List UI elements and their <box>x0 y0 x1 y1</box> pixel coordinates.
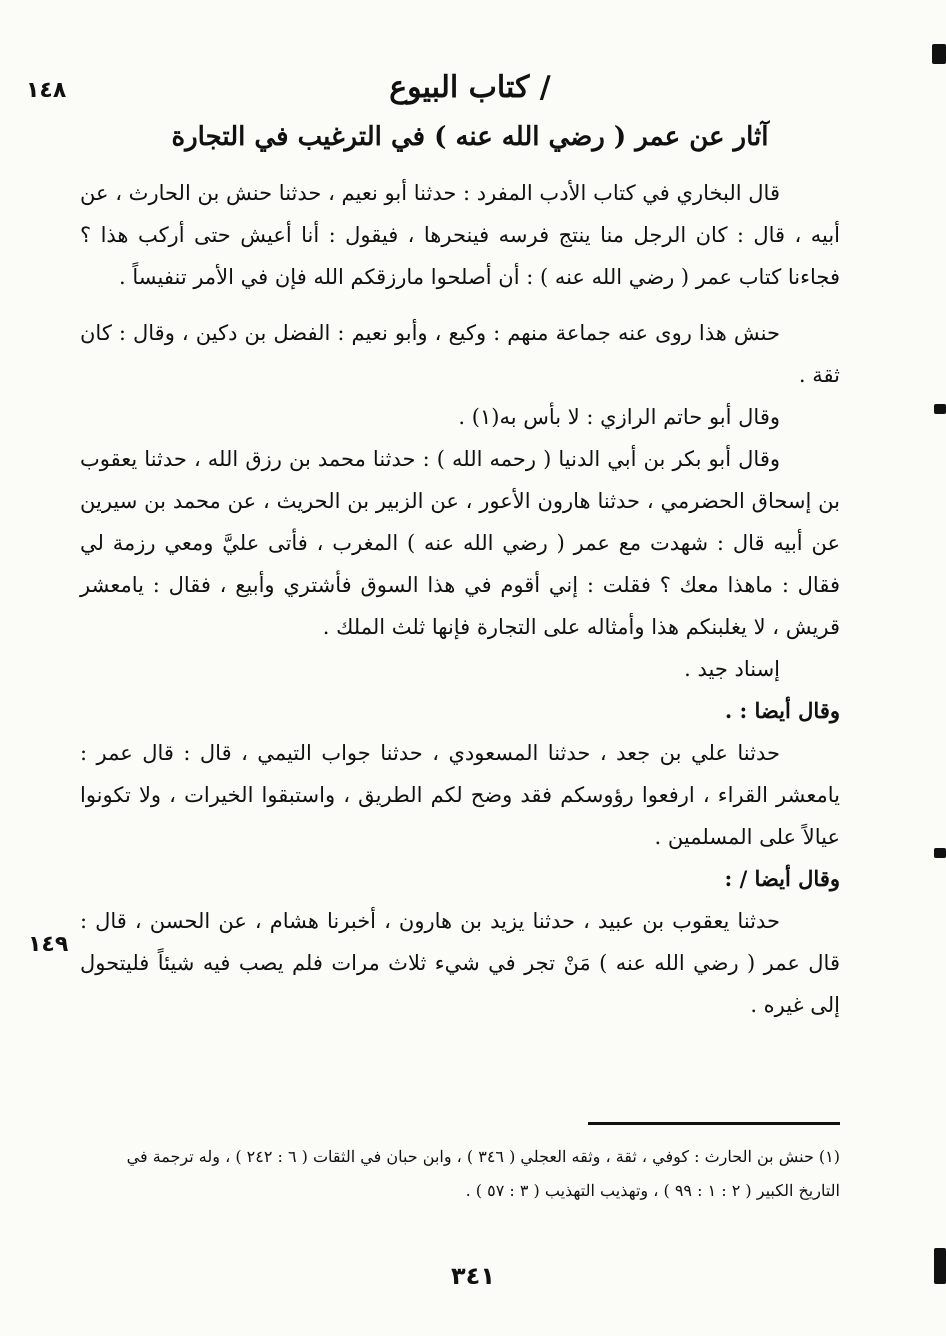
footnote <box>80 1140 840 1208</box>
paragraph: وقال أبو بكر بن أبي الدنيا ( رحمه الله ) : حدثنا محمد بن رزق الله ، حدثنا يعقوب بن إسحاق الحضرمي ، حدثنا هارون الأعور ، عن الزبير بن الحريث ، عن محمد بن سيرين عن أبيه قال : شهدت مع عمر ( رضي الله عنه ) المغرب ، فأتى عليَّ ومعي رزمة لي فقال : ماهذا معك ؟ فقلت : إني أقوم في هذا السوق فأشتري وأبيع ، فقال : يامعشر قريش ، لا يغلبنكم هذا وأمثاله على التجارة فإنها ثلث الملك . <box>80 447 840 639</box>
scan-edge-mark <box>934 1248 946 1284</box>
paragraph: حدثنا علي بن جعد ، حدثنا المسعودي ، حدثنا جواب التيمي ، قال : قال عمر : يامعشر القراء ، ارفعوا رؤوسكم فقد وضح لكم الطريق ، واستبقوا الخيرات ، ولا تكونوا عيالاً على المسلمين . <box>80 741 840 849</box>
scan-edge-mark <box>934 404 946 414</box>
main-text <box>80 172 840 1026</box>
footnote-line: (١) حنش بن الحارث : كوفي ، ثقة ، وثقه العجلي ( ٣٤٦ ) ، وابن حبان في الثقات ( ٦ : ٢٤٢ ) ، وله ترجمة في <box>126 1147 840 1166</box>
footnote-divider <box>588 1122 840 1125</box>
book-title: / كتاب البيوع <box>389 70 551 105</box>
scan-edge-mark <box>932 44 946 64</box>
paragraph: قال البخاري في كتاب الأدب المفرد : حدثنا أبو نعيم ، حدثنا حنش بن الحارث ، عن أبيه ، قال : كان الرجل منا ينتج فرسه فينحرها ، فيقول : أنا أعيش حتى أركب هذا ؟ فجاءنا كتاب عمر ( رضي الله عنه ) : أن أصلحوا مارزقكم الله فإن في الأمر تنفيساً . <box>80 181 840 289</box>
paragraph: حدثنا يعقوب بن عبيد ، حدثنا يزيد بن هارون ، أخبرنا هشام ، عن الحسن ، قال : قال عمر ( رضي الله عنه ) مَنْ تجر في شيء ثلاث مرات فلم يصب فيه شيئاً فليتحول إلى غيره . <box>80 909 840 1017</box>
section-heading: وقال أيضا : . <box>724 698 840 723</box>
section-heading: وقال أيضا / : <box>724 866 840 891</box>
footnote-line: التاريخ الكبير ( ٢ : ١ : ٩٩ ) ، وتهذيب التهذيب ( ٣ : ٥٧ ) . <box>465 1181 840 1200</box>
chapter-heading: آثار عن عمر ( رضي الله عنه ) في الترغيب في التجارة <box>171 122 769 152</box>
margin-page-number-top: ١٤٨ <box>26 78 67 103</box>
paragraph: وقال أبو حاتم الرازي : لا بأس به(١) . <box>458 405 780 429</box>
paragraph: حنش هذا روى عنه جماعة منهم : وكيع ، وأبو نعيم : الفضل بن دكين ، وقال : كان ثقة . <box>80 321 840 387</box>
paragraph: إسناد جيد . <box>684 657 780 681</box>
page-number: ٣٤١ <box>451 1262 495 1290</box>
margin-page-number-mid: ١٤٩ <box>28 932 69 957</box>
scan-edge-mark <box>934 848 946 858</box>
